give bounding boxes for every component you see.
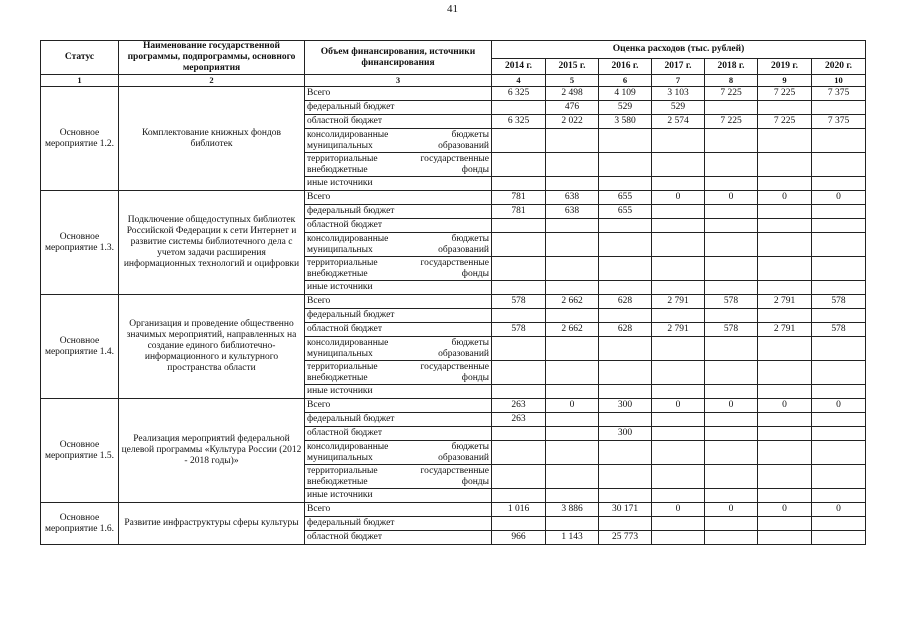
amount-cell	[812, 385, 866, 399]
amount-cell	[812, 309, 866, 323]
amount-cell	[599, 413, 652, 427]
amount-cell: 578	[492, 295, 546, 309]
amount-cell: 578	[812, 323, 866, 337]
funding-source-cell: иные источники	[305, 489, 492, 503]
amount-cell: 2 498	[546, 87, 599, 101]
funding-source-cell: Всего	[305, 191, 492, 205]
amount-cell	[812, 361, 866, 385]
amount-cell: 638	[546, 205, 599, 219]
header-volume: Объем финансирования, источники финансирования	[305, 41, 492, 75]
amount-cell: 0	[652, 503, 705, 517]
amount-cell	[812, 153, 866, 177]
amount-cell	[758, 361, 812, 385]
amount-cell: 578	[492, 323, 546, 337]
amount-cell: 7 375	[812, 87, 866, 101]
amount-cell	[492, 233, 546, 257]
funding-source-cell: иные источники	[305, 177, 492, 191]
amount-cell	[492, 129, 546, 153]
status-cell: Основное мероприятие 1.6.	[41, 503, 119, 545]
amount-cell: 0	[705, 399, 758, 413]
funding-source-cell: консолидированные бюджеты муниципальных образований	[305, 129, 492, 153]
table-row	[41, 399, 866, 413]
amount-cell: 300	[599, 427, 652, 441]
amount-cell	[599, 337, 652, 361]
amount-cell	[758, 153, 812, 177]
amount-cell: 0	[758, 503, 812, 517]
amount-cell: 263	[492, 399, 546, 413]
amount-cell	[546, 309, 599, 323]
amount-cell	[705, 441, 758, 465]
amount-cell	[599, 489, 652, 503]
amount-cell: 0	[812, 503, 866, 517]
amount-cell: 2 022	[546, 115, 599, 129]
amount-cell: 0	[758, 399, 812, 413]
amount-cell: 30 171	[599, 503, 652, 517]
year-header: 2020 г.	[812, 58, 866, 74]
amount-cell: 4 109	[599, 87, 652, 101]
amount-cell: 655	[599, 205, 652, 219]
amount-cell	[758, 257, 812, 281]
amount-cell	[546, 465, 599, 489]
amount-cell	[546, 517, 599, 531]
amount-cell	[812, 257, 866, 281]
amount-cell	[758, 531, 812, 545]
column-index: 10	[812, 75, 866, 87]
amount-cell	[758, 281, 812, 295]
amount-cell	[758, 413, 812, 427]
amount-cell	[812, 129, 866, 153]
funding-source-cell: Всего	[305, 87, 492, 101]
measure-name-cell: Организация и проведение общественно значимых мероприятий, направленных на создание единого библиотечно-информационного и культурного пространства области	[119, 295, 305, 399]
amount-cell	[599, 257, 652, 281]
amount-cell	[492, 177, 546, 191]
amount-cell	[546, 129, 599, 153]
amount-cell	[758, 233, 812, 257]
amount-cell	[492, 309, 546, 323]
amount-cell	[492, 385, 546, 399]
year-header: 2016 г.	[599, 58, 652, 74]
table-body	[41, 87, 866, 545]
amount-cell	[652, 427, 705, 441]
amount-cell: 0	[758, 191, 812, 205]
funding-source-cell: областной бюджет	[305, 427, 492, 441]
funding-source-cell: Всего	[305, 399, 492, 413]
column-index: 1	[41, 75, 119, 87]
amount-cell: 578	[705, 295, 758, 309]
amount-cell	[652, 281, 705, 295]
amount-cell	[546, 361, 599, 385]
amount-cell: 0	[812, 191, 866, 205]
amount-cell	[652, 531, 705, 545]
amount-cell	[812, 205, 866, 219]
table-row	[41, 295, 866, 309]
amount-cell	[599, 361, 652, 385]
header-status: Статус	[41, 41, 119, 75]
amount-cell	[758, 517, 812, 531]
amount-cell	[705, 153, 758, 177]
amount-cell: 628	[599, 295, 652, 309]
amount-cell	[652, 441, 705, 465]
amount-cell: 0	[652, 399, 705, 413]
amount-cell: 263	[492, 413, 546, 427]
amount-cell: 628	[599, 323, 652, 337]
amount-cell	[492, 337, 546, 361]
measure-name-cell: Подключение общедоступных библиотек Российской Федерации к сети Интернет и развитие системы библиотечного дела с учетом задачи расширения информационных технологий и оцифровки	[119, 191, 305, 295]
amount-cell	[492, 441, 546, 465]
amount-cell: 6 325	[492, 115, 546, 129]
amount-cell	[492, 281, 546, 295]
amount-cell	[705, 427, 758, 441]
amount-cell	[652, 465, 705, 489]
amount-cell	[705, 337, 758, 361]
amount-cell	[546, 441, 599, 465]
amount-cell: 300	[599, 399, 652, 413]
amount-cell	[812, 281, 866, 295]
amount-cell	[705, 233, 758, 257]
amount-cell: 7 225	[705, 115, 758, 129]
amount-cell: 7 225	[758, 115, 812, 129]
amount-cell	[599, 177, 652, 191]
amount-cell: 25 773	[599, 531, 652, 545]
year-header: 2014 г.	[492, 58, 546, 74]
table-row	[41, 87, 866, 101]
amount-cell	[546, 177, 599, 191]
amount-cell	[652, 517, 705, 531]
amount-cell	[492, 427, 546, 441]
amount-cell	[652, 205, 705, 219]
table-row	[41, 191, 866, 205]
amount-cell	[812, 441, 866, 465]
amount-cell	[705, 177, 758, 191]
amount-cell: 2 662	[546, 323, 599, 337]
amount-cell	[705, 257, 758, 281]
funding-source-cell: федеральный бюджет	[305, 517, 492, 531]
amount-cell	[758, 465, 812, 489]
funding-source-cell: областной бюджет	[305, 531, 492, 545]
funding-source-cell: областной бюджет	[305, 219, 492, 233]
amount-cell	[812, 531, 866, 545]
amount-cell	[492, 465, 546, 489]
amount-cell	[705, 219, 758, 233]
amount-cell	[705, 465, 758, 489]
amount-cell	[652, 257, 705, 281]
amount-cell	[652, 219, 705, 233]
amount-cell	[492, 101, 546, 115]
amount-cell	[705, 101, 758, 115]
amount-cell	[546, 427, 599, 441]
measure-name-cell: Комплектование книжных фондов библиотек	[119, 87, 305, 191]
amount-cell	[812, 517, 866, 531]
amount-cell	[705, 489, 758, 503]
amount-cell: 638	[546, 191, 599, 205]
amount-cell	[546, 281, 599, 295]
funding-source-cell: федеральный бюджет	[305, 309, 492, 323]
year-header: 2017 г.	[652, 58, 705, 74]
amount-cell: 1 143	[546, 531, 599, 545]
amount-cell	[546, 413, 599, 427]
funding-source-cell: территориальные государственные внебюджетные фонды	[305, 361, 492, 385]
funding-source-cell: иные источники	[305, 385, 492, 399]
amount-cell	[758, 219, 812, 233]
amount-cell: 0	[705, 191, 758, 205]
amount-cell: 3 580	[599, 115, 652, 129]
funding-source-cell: Всего	[305, 503, 492, 517]
amount-cell: 0	[546, 399, 599, 413]
header-estimate: Оценка расходов (тыс. рублей)	[492, 41, 866, 59]
amount-cell	[492, 489, 546, 503]
amount-cell: 6 325	[492, 87, 546, 101]
amount-cell	[812, 465, 866, 489]
amount-cell	[652, 233, 705, 257]
amount-cell	[705, 281, 758, 295]
amount-cell	[599, 219, 652, 233]
amount-cell	[705, 205, 758, 219]
amount-cell	[705, 517, 758, 531]
funding-source-cell: территориальные государственные внебюджетные фонды	[305, 465, 492, 489]
amount-cell	[652, 153, 705, 177]
amount-cell: 2 791	[758, 295, 812, 309]
funding-source-cell: консолидированные бюджеты муниципальных образований	[305, 337, 492, 361]
amount-cell	[599, 281, 652, 295]
amount-cell: 7 225	[758, 87, 812, 101]
amount-cell	[758, 177, 812, 191]
funding-source-cell: федеральный бюджет	[305, 413, 492, 427]
amount-cell: 578	[705, 323, 758, 337]
amount-cell: 2 791	[652, 323, 705, 337]
amount-cell	[599, 309, 652, 323]
amount-cell	[705, 129, 758, 153]
column-index: 8	[705, 75, 758, 87]
funding-source-cell: иные источники	[305, 281, 492, 295]
amount-cell	[812, 233, 866, 257]
amount-cell	[546, 233, 599, 257]
amount-cell: 476	[546, 101, 599, 115]
amount-cell: 966	[492, 531, 546, 545]
amount-cell	[652, 129, 705, 153]
amount-cell	[492, 361, 546, 385]
amount-cell	[758, 441, 812, 465]
amount-cell: 0	[652, 191, 705, 205]
amount-cell: 2 791	[652, 295, 705, 309]
amount-cell	[705, 385, 758, 399]
amount-cell	[652, 413, 705, 427]
amount-cell: 781	[492, 191, 546, 205]
amount-cell	[812, 101, 866, 115]
funding-source-cell: Всего	[305, 295, 492, 309]
column-index: 7	[652, 75, 705, 87]
amount-cell	[599, 233, 652, 257]
status-cell: Основное мероприятие 1.5.	[41, 399, 119, 503]
amount-cell	[492, 517, 546, 531]
measure-name-cell: Реализация мероприятий федеральной целевой программы «Культура России (2012 - 2018 годы)»	[119, 399, 305, 503]
amount-cell: 7 375	[812, 115, 866, 129]
page-number: 41	[447, 3, 458, 15]
amount-cell	[758, 129, 812, 153]
amount-cell	[652, 337, 705, 361]
amount-cell	[599, 153, 652, 177]
funding-source-cell: территориальные государственные внебюджетные фонды	[305, 153, 492, 177]
status-cell: Основное мероприятие 1.4.	[41, 295, 119, 399]
amount-cell: 0	[705, 503, 758, 517]
table-row	[41, 503, 866, 517]
status-cell: Основное мероприятие 1.3.	[41, 191, 119, 295]
status-cell: Основное мероприятие 1.2.	[41, 87, 119, 191]
amount-cell: 3 103	[652, 87, 705, 101]
amount-cell	[492, 219, 546, 233]
amount-cell: 2 574	[652, 115, 705, 129]
amount-cell	[599, 441, 652, 465]
amount-cell	[705, 413, 758, 427]
amount-cell	[492, 257, 546, 281]
amount-cell	[705, 531, 758, 545]
amount-cell: 2 662	[546, 295, 599, 309]
amount-cell	[546, 337, 599, 361]
amount-cell	[652, 361, 705, 385]
column-index: 2	[119, 75, 305, 87]
amount-cell	[812, 337, 866, 361]
amount-cell	[758, 337, 812, 361]
amount-cell: 1 016	[492, 503, 546, 517]
amount-cell	[652, 177, 705, 191]
funding-source-cell: консолидированные бюджеты муниципальных образований	[305, 233, 492, 257]
amount-cell	[705, 309, 758, 323]
amount-cell	[599, 517, 652, 531]
amount-cell	[812, 413, 866, 427]
amount-cell	[652, 309, 705, 323]
year-header: 2015 г.	[546, 58, 599, 74]
amount-cell	[546, 257, 599, 281]
year-header: 2018 г.	[705, 58, 758, 74]
amount-cell: 529	[652, 101, 705, 115]
amount-cell	[599, 385, 652, 399]
amount-cell: 529	[599, 101, 652, 115]
amount-cell	[812, 427, 866, 441]
amount-cell	[599, 465, 652, 489]
amount-cell	[652, 489, 705, 503]
amount-cell	[546, 489, 599, 503]
column-index: 3	[305, 75, 492, 87]
amount-cell	[758, 427, 812, 441]
funding-source-cell: федеральный бюджет	[305, 101, 492, 115]
index-row	[41, 75, 866, 87]
funding-source-cell: областной бюджет	[305, 115, 492, 129]
year-header: 2019 г.	[758, 58, 812, 74]
amount-cell: 3 886	[546, 503, 599, 517]
column-index: 5	[546, 75, 599, 87]
financing-table	[40, 40, 866, 545]
amount-cell	[758, 385, 812, 399]
amount-cell: 655	[599, 191, 652, 205]
amount-cell	[758, 205, 812, 219]
amount-cell	[546, 385, 599, 399]
amount-cell: 0	[812, 399, 866, 413]
column-index: 9	[758, 75, 812, 87]
column-index: 4	[492, 75, 546, 87]
measure-name-cell: Развитие инфраструктуры сферы культуры	[119, 503, 305, 545]
funding-source-cell: областной бюджет	[305, 323, 492, 337]
column-index: 6	[599, 75, 652, 87]
amount-cell	[812, 177, 866, 191]
header-name: Наименование государственной программы, подпрограммы, основного мероприятия	[119, 41, 305, 75]
amount-cell	[812, 489, 866, 503]
funding-source-cell: федеральный бюджет	[305, 205, 492, 219]
amount-cell: 578	[812, 295, 866, 309]
amount-cell: 7 225	[705, 87, 758, 101]
funding-source-cell: консолидированные бюджеты муниципальных образований	[305, 441, 492, 465]
funding-source-cell: территориальные государственные внебюджетные фонды	[305, 257, 492, 281]
amount-cell	[758, 489, 812, 503]
amount-cell: 2 791	[758, 323, 812, 337]
amount-cell	[812, 219, 866, 233]
amount-cell	[758, 101, 812, 115]
amount-cell	[546, 219, 599, 233]
amount-cell	[652, 385, 705, 399]
amount-cell	[599, 129, 652, 153]
amount-cell	[546, 153, 599, 177]
amount-cell	[758, 309, 812, 323]
amount-cell: 781	[492, 205, 546, 219]
amount-cell	[492, 153, 546, 177]
amount-cell	[705, 361, 758, 385]
